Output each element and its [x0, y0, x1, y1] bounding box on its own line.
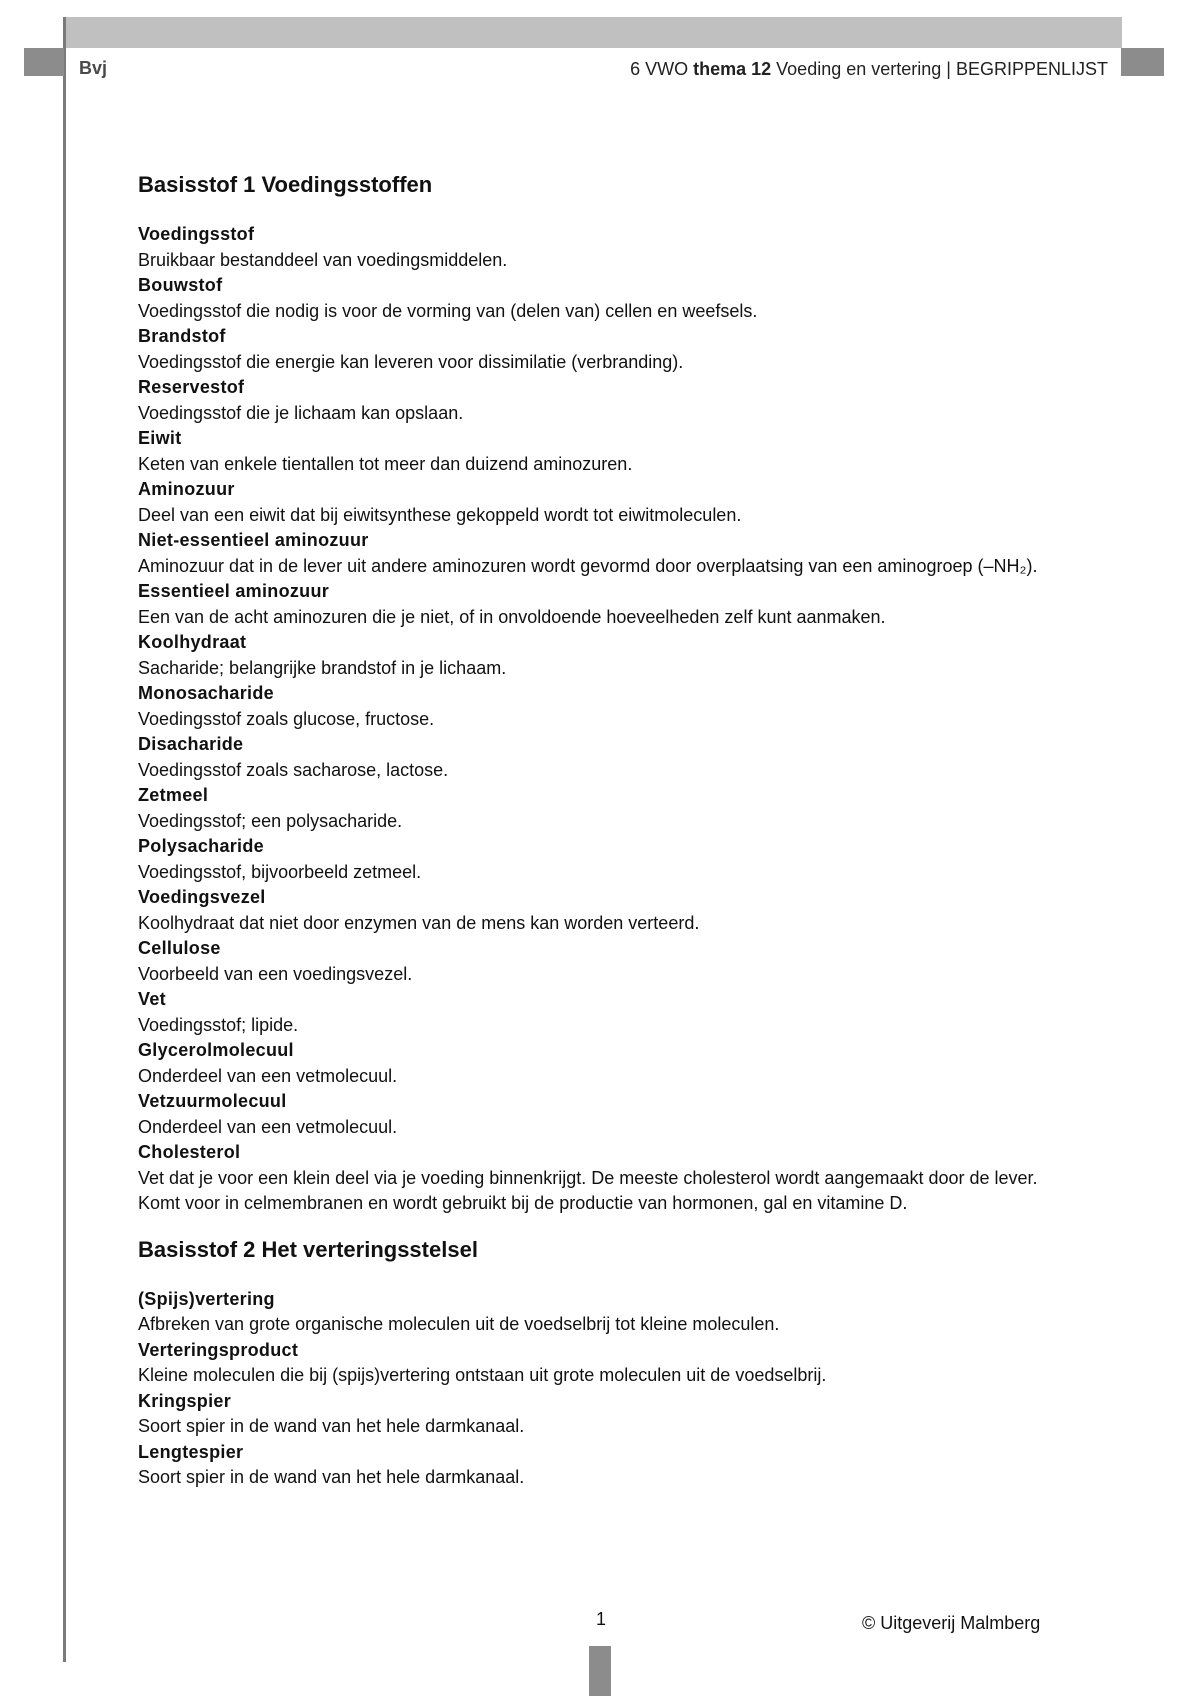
glossary-term: Glycerolmolecuul: [138, 1040, 294, 1060]
right-header-tab: [1121, 48, 1164, 76]
glossary-term: Monosacharide: [138, 683, 274, 703]
glossary-term: Polysacharide: [138, 836, 264, 856]
copyright-notice: © Uitgeverij Malmberg: [862, 1613, 1041, 1633]
glossary-term: Aminozuur: [138, 479, 235, 499]
glossary-term: (Spijs)vertering: [138, 1288, 275, 1309]
glossary-definition: Vet dat je voor een klein deel via je voeding binnenkrijgt. De meeste cholesterol wordt aangemaakt door de lever. Komt voor in celmembranen en wordt gebruikt bij de productie van hormonen, gal en vitamine D.: [138, 1167, 1038, 1213]
glossary-term: Cholesterol: [138, 1142, 241, 1162]
entry-list: [138, 1287, 1068, 1491]
glossary-definition: Voedingsstof; lipide.: [138, 1014, 299, 1035]
glossary-term: Lengtespier: [138, 1441, 244, 1462]
glossary-term: Reservestof: [138, 377, 245, 397]
glossary-definition: Voedingsstof die je lichaam kan opslaan.: [138, 402, 464, 423]
section-basisstof-1: [138, 170, 1068, 1217]
left-header-tab: [24, 48, 64, 76]
glossary-term: Niet-essentieel aminozuur: [138, 530, 369, 550]
glossary-definition: Onderdeel van een vetmolecuul.: [138, 1116, 398, 1137]
glossary-term: Koolhydraat: [138, 632, 247, 652]
glossary-definition: Kleine moleculen die bij (spijs)vertering ontstaan uit grote moleculen uit de voedselbrij.: [138, 1365, 827, 1385]
header-theme: thema 12: [693, 59, 772, 79]
glossary-definition: Een van de acht aminozuren die je niet, of in onvoldoende hoeveelheden zelf kunt aanmaken.: [138, 606, 886, 627]
glossary-definition: Onderdeel van een vetmolecuul.: [138, 1065, 398, 1086]
section-title: Basisstof 2 Het verteringsstelsel: [138, 1236, 478, 1262]
header-grade: 6 VWO: [630, 59, 689, 79]
entry-list: [138, 222, 1068, 1217]
bottom-page-tab: [589, 1646, 611, 1696]
header-subject: Voeding en vertering | BEGRIPPENLIJST: [776, 59, 1108, 79]
section-basisstof-2: [138, 1235, 1068, 1491]
glossary-definition: Voorbeeld van een voedingsvezel.: [138, 963, 413, 984]
glossary-definition: Afbreken van grote organische moleculen uit de voedselbrij tot kleine moleculen.: [138, 1314, 780, 1334]
glossary-term: Verteringsproduct: [138, 1339, 299, 1360]
top-decoration-bar: [66, 17, 1122, 48]
glossary-definition: Voedingsstof die nodig is voor de vorming van (delen van) cellen en weefsels.: [138, 300, 758, 321]
glossary-term: Eiwit: [138, 428, 182, 448]
glossary-term: Bouwstof: [138, 275, 223, 295]
glossary-definition: Koolhydraat dat niet door enzymen van de mens kan worden verteerd.: [138, 912, 700, 933]
glossary-definition: Soort spier in de wand van het hele darmkanaal.: [138, 1416, 525, 1436]
glossary-definition: Aminozuur dat in de lever uit andere aminozuren wordt gevormd door overplaatsing van een aminogroep (–NH₂).: [138, 555, 1038, 576]
glossary-definition: Voedingsstof die energie kan leveren voor dissimilatie (verbranding).: [138, 351, 684, 372]
section-title: Basisstof 1 Voedingsstoffen: [138, 172, 433, 197]
header-document-title: [630, 59, 1108, 80]
glossary-definition: Voedingsstof zoals glucose, fructose.: [138, 708, 435, 729]
page-number: 1: [596, 1609, 607, 1629]
glossary-term: Voedingsvezel: [138, 887, 266, 907]
glossary-content: [138, 170, 1068, 1491]
glossary-definition: Bruikbaar bestanddeel van voedingsmiddelen.: [138, 249, 508, 270]
glossary-definition: Deel van een eiwit dat bij eiwitsynthese gekoppeld wordt tot eiwitmoleculen.: [138, 504, 742, 525]
glossary-term: Kringspier: [138, 1390, 232, 1411]
glossary-term: Zetmeel: [138, 785, 209, 805]
glossary-definition: Voedingsstof; een polysacharide.: [138, 810, 403, 831]
glossary-definition: Voedingsstof, bijvoorbeeld zetmeel.: [138, 861, 422, 882]
glossary-definition: Keten van enkele tientallen tot meer dan duizend aminozuren.: [138, 453, 633, 474]
glossary-definition: Voedingsstof zoals sacharose, lactose.: [138, 759, 449, 780]
glossary-term: Voedingsstof: [138, 224, 255, 244]
glossary-term: Essentieel aminozuur: [138, 581, 330, 601]
glossary-definition: Sacharide; belangrijke brandstof in je lichaam.: [138, 657, 507, 678]
glossary-term: Cellulose: [138, 938, 221, 958]
glossary-term: Disacharide: [138, 734, 244, 754]
glossary-term: Vet: [138, 989, 166, 1009]
glossary-definition: Soort spier in de wand van het hele darmkanaal.: [138, 1467, 525, 1487]
glossary-term: Vetzuurmolecuul: [138, 1091, 287, 1111]
glossary-term: Brandstof: [138, 326, 226, 346]
header-initials: Bvj: [79, 58, 108, 78]
left-margin-rule: [63, 17, 66, 1662]
